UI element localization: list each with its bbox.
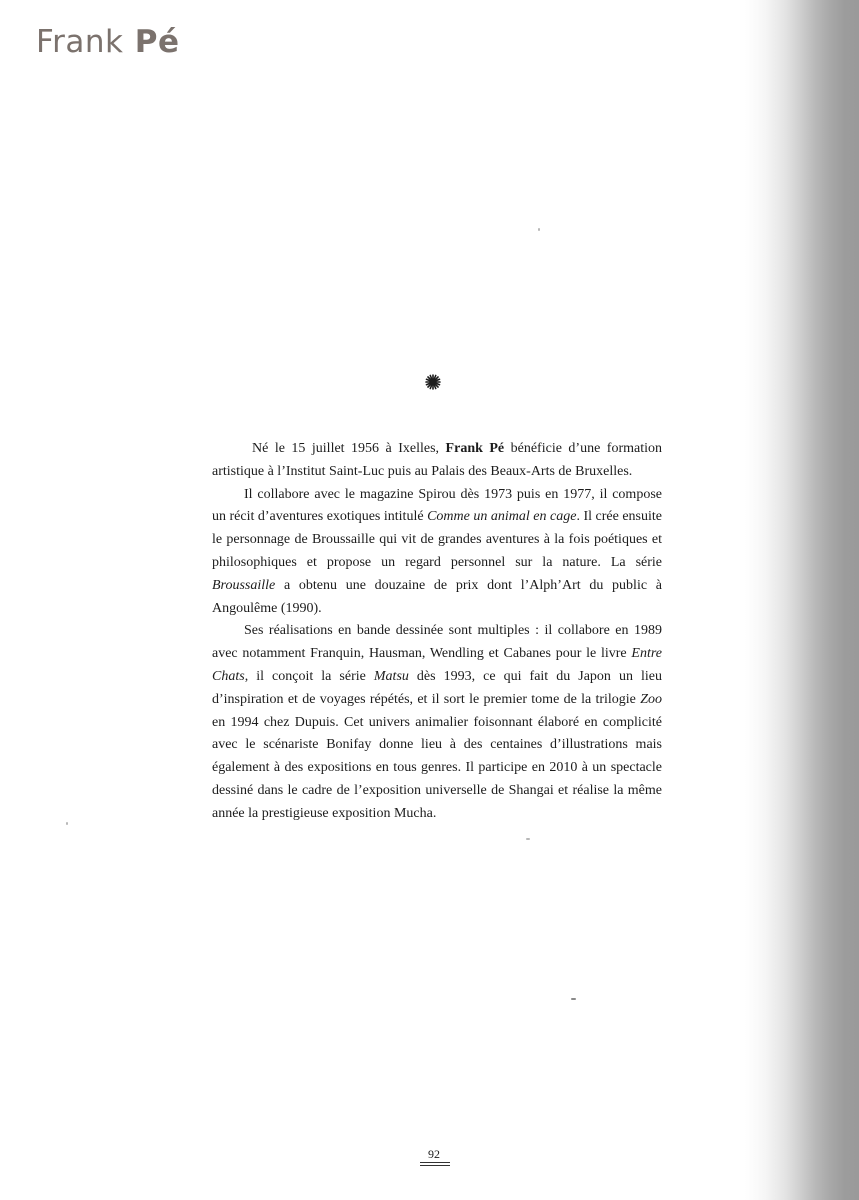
paper-speck: [571, 998, 576, 1000]
title-family-name: Pé: [134, 24, 180, 60]
page-number: 92: [428, 1147, 440, 1161]
bio-paragraph-2: Il collabore avec le magazine Spirou dès 1973 puis en 1977, il compose un récit d’aventures exotiques intitulé Comme un animal en cage. Il crée ensuite le personnage de Broussaille qui vit de grandes aventures à la fois poétiques et philosophiques et propose un regard personnel sur la nature. La série Broussaille a obtenu une douzaine de prix dont l’Alph’Art du public à Angoulême (1990).: [212, 486, 662, 616]
work-title: Entre Chats: [212, 646, 662, 684]
title-given-name: Frank: [36, 24, 124, 60]
bio-paragraph-1: Né le 15 juillet 1956 à Ixelles, Frank Pé bénéficie d’une formation artistique à l’Institut Saint-Luc puis au Palais des Beaux-Arts de Bruxelles.: [212, 441, 662, 479]
biography-text: [212, 438, 662, 826]
work-title: Broussaille: [212, 577, 276, 593]
paper-speck: [538, 228, 540, 231]
page-number-underline: [420, 1162, 450, 1168]
underline-rule: [420, 1162, 450, 1163]
underline-rule: [420, 1165, 450, 1166]
paper-speck: [66, 822, 68, 825]
work-title: Zoo: [640, 691, 662, 707]
paper-speck: [526, 838, 530, 840]
page-title: [36, 24, 179, 60]
bio-paragraph-3: Ses réalisations en bande dessinée sont multiples : il collabore en 1989 avec notamment Franquin, Hausman, Wendling et Cabanes pour le livre Entre Chats, il conçoit la série Matsu dès 1993, ce qui fait du Japon un lieu d’inspiration et de voyages répétés, et il sort le premier tome de la trilogie Zoo en 1994 chez Dupuis. Cet univers animalier foisonnant élaboré en complicité avec le scénariste Bonifay donne lieu à des centaines d’illustrations mais également à des expositions en tous genres. Il participe en 2010 à un spectacle dessiné dans le cadre de l’exposition universelle de Shangai et réalise la même année la prestigieuse exposition Mucha.: [212, 623, 662, 821]
work-title: Comme un animal en cage: [427, 509, 577, 525]
asterisk-ornament-icon: [422, 371, 444, 393]
work-title: Matsu: [373, 668, 409, 684]
artist-name: Frank Pé: [445, 441, 505, 456]
